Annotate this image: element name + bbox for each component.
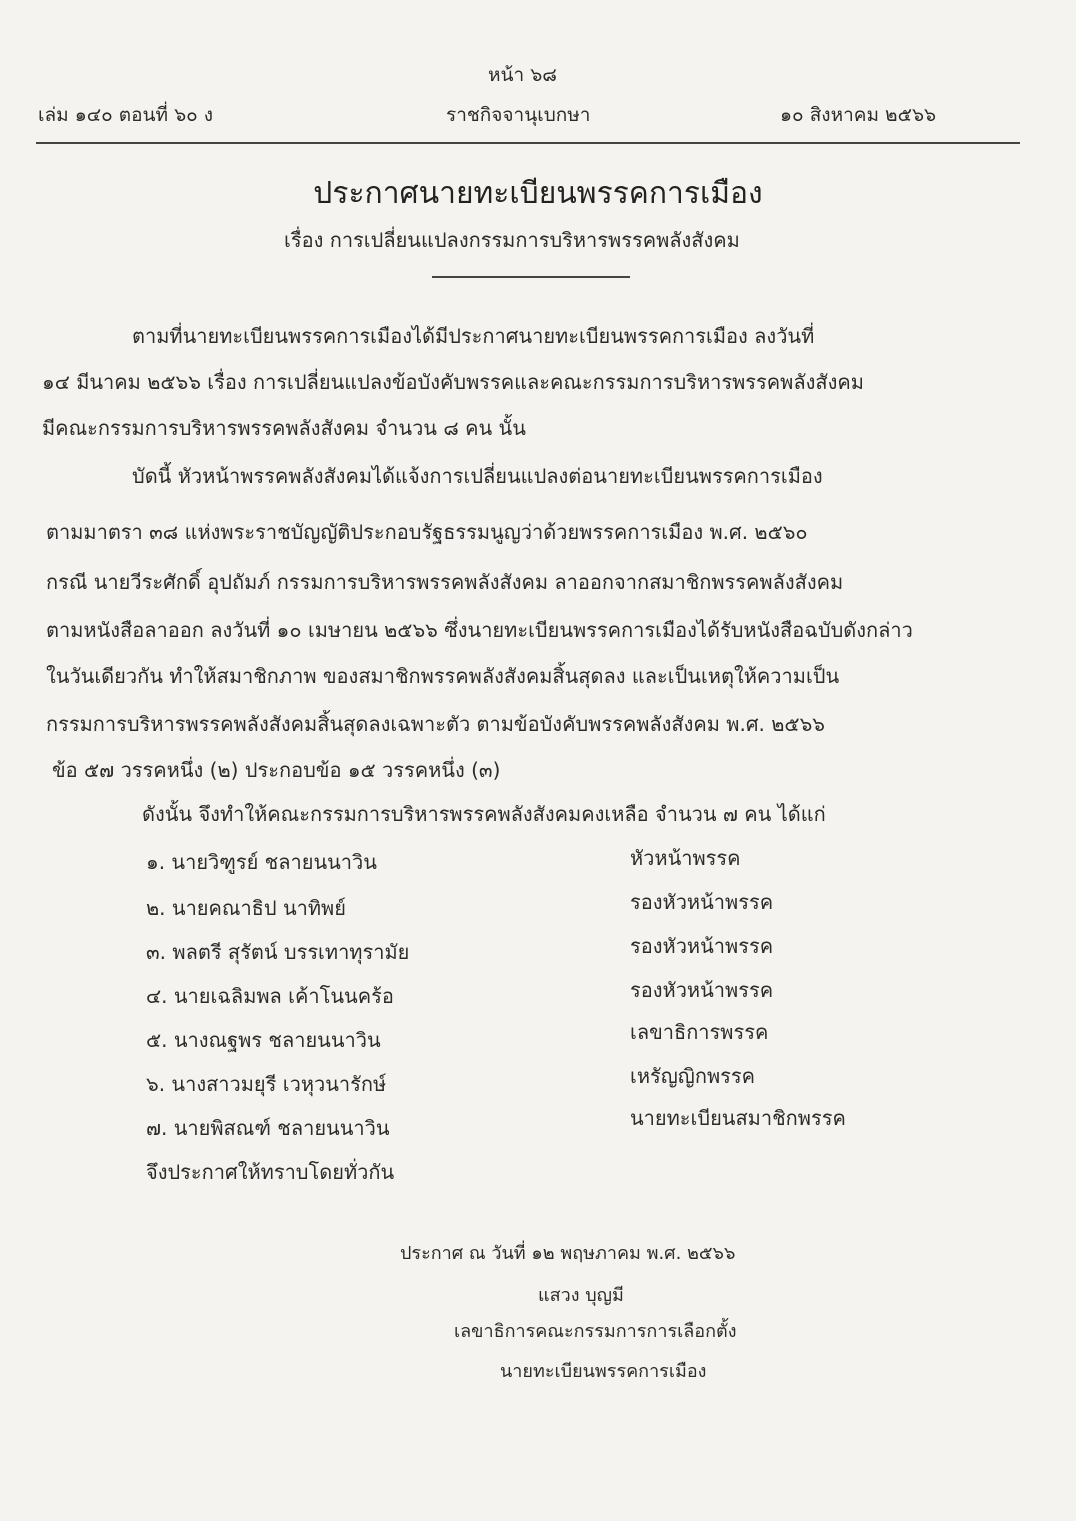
member-role: เลขาธิการพรรค [630, 1020, 769, 1044]
paragraph-line: ตามหนังสือลาออก ลงวันที่ ๑๐ เมษายน ๒๕๖๖ ซึ่งนายทะเบียนพรรคการเมืองได้รับหนังสือฉบับดังกล่าว [46, 618, 913, 642]
paragraph-line: กรณี นายวีระศักดิ์ อุปถัมภ์ กรรมการบริหารพรรคพลังสังคม ลาออกจากสมาชิกพรรคพลังสังคม [46, 570, 844, 594]
closing-statement: จึงประกาศให้ทราบโดยทั่วกัน [146, 1160, 395, 1184]
announcement-date: ประกาศ ณ วันที่ ๑๒ พฤษภาคม พ.ศ. ๒๕๖๖ [400, 1243, 736, 1264]
paragraph-line: ตามมาตรา ๓๘ แห่งพระราชบัญญัติประกอบรัฐธรรมนูญว่าด้วยพรรคการเมือง พ.ศ. ๒๕๖๐ [46, 520, 808, 544]
signatory-title: นายทะเบียนพรรคการเมือง [500, 1361, 707, 1382]
signatory-position: เลขาธิการคณะกรรมการการเลือกตั้ง [454, 1321, 737, 1342]
paragraph-line: บัดนี้ หัวหน้าพรรคพลังสังคมได้แจ้งการเปลี่ยนแปลงต่อนายทะเบียนพรรคการเมือง [132, 464, 823, 488]
paragraph-line: กรรมการบริหารพรรคพลังสังคมสิ้นสุดลงเฉพาะตัว ตามข้อบังคับพรรคพลังสังคม พ.ศ. ๒๕๖๖ [46, 712, 825, 736]
document-subject: เรื่อง การเปลี่ยนแปลงกรรมการบริหารพรรคพลังสังคม [284, 228, 740, 252]
member-role: รองหัวหน้าพรรค [630, 890, 774, 914]
paragraph-line: ตามที่นายทะเบียนพรรคการเมืองได้มีประกาศนายทะเบียนพรรคการเมือง ลงวันที่ [132, 324, 815, 348]
title-divider [432, 276, 630, 278]
paragraph-line: มีคณะกรรมการบริหารพรรคพลังสังคม จำนวน ๘ คน นั้น [42, 416, 526, 440]
signatory-name: แสวง บุญมี [538, 1285, 624, 1306]
page-number: หน้า ๖๘ [488, 64, 557, 86]
paragraph-line: ๑๔ มีนาคม ๒๕๖๖ เรื่อง การเปลี่ยนแปลงข้อบังคับพรรคและคณะกรรมการบริหารพรรคพลังสังคม [42, 370, 864, 394]
paragraph-line: ข้อ ๕๗ วรรคหนึ่ง (๒) ประกอบข้อ ๑๕ วรรคหนึ่ง (๓) [52, 758, 501, 782]
document-title: ประกาศนายทะเบียนพรรคการเมือง [313, 176, 763, 211]
member-name: ๔. นายเฉลิมพล เค้าโนนคร้อ [146, 984, 394, 1008]
paragraph-line: ในวันเดียวกัน ทำให้สมาชิกภาพ ของสมาชิกพรรคพลังสังคมสิ้นสุดลง และเป็นเหตุให้ความเป็น [46, 664, 840, 688]
member-role: รองหัวหน้าพรรค [630, 978, 774, 1002]
publication-name: ราชกิจจานุเบกษา [446, 104, 591, 126]
header-divider [36, 142, 1020, 144]
member-name: ๒. นายคณาธิป นาทิพย์ [146, 896, 346, 920]
member-name: ๖. นางสาวมยุรี เวหุวนารักษ์ [146, 1072, 387, 1096]
publication-date: ๑๐ สิงหาคม ๒๕๖๖ [780, 104, 937, 126]
member-name: ๗. นายพิสณฑ์ ชลายนนาวิน [146, 1116, 390, 1140]
member-name: ๕. นางณฐพร ชลายนนาวิน [146, 1028, 381, 1052]
member-role: หัวหน้าพรรค [630, 846, 741, 870]
volume-issue: เล่ม ๑๔๐ ตอนที่ ๖๐ ง [38, 104, 214, 126]
member-role: รองหัวหน้าพรรค [630, 934, 774, 958]
member-name: ๑. นายวิฑูรย์ ชลายนนาวิน [146, 850, 377, 874]
member-role: นายทะเบียนสมาชิกพรรค [630, 1106, 846, 1130]
member-role: เหรัญญิกพรรค [630, 1064, 755, 1088]
member-name: ๓. พลตรี สุรัตน์ บรรเทาทุรามัย [146, 940, 410, 964]
paragraph-line: ดังนั้น จึงทำให้คณะกรรมการบริหารพรรคพลังสังคมคงเหลือ จำนวน ๗ คน ได้แก่ [142, 802, 826, 826]
